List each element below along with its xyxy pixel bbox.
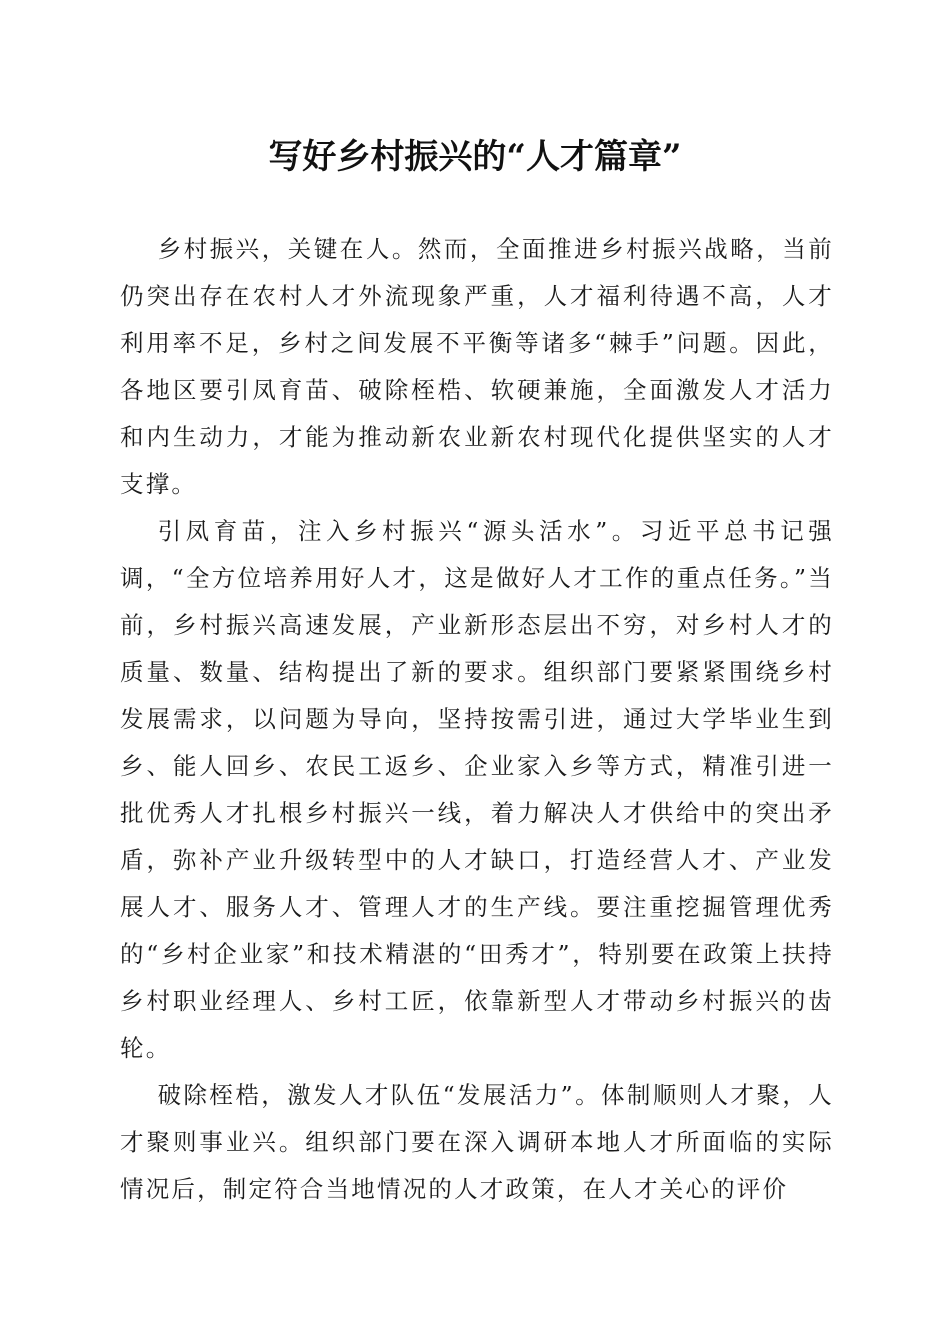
document-body	[120, 226, 834, 1213]
document-title: 写好乡村振兴的“人才篇章”	[268, 137, 682, 177]
paragraph-break-shackles: 破除桎梏，激发人才队伍“发展活力”。体制顺则人才聚，人才聚则事业兴。组织部门要在深入调研本地人才所面临的实际情况后，制定符合当地情况的人才政策，在人才关心的评价	[120, 1081, 834, 1203]
paragraph-attract-talent: 引凤育苗，注入乡村振兴“源头活水”。习近平总书记强调，“全方位培养用好人才，这是做好人才工作的重点任务。”当前，乡村振兴高速发展，产业新形态层出不穷，对乡村人才的质量、数量、结构提出了新的要求。组织部门要紧紧围绕乡村发展需求，以问题为导向，坚持按需引进，通过大学毕业生到乡、能人回乡、农民工返乡、企业家入乡等方式，精准引进一批优秀人才扎根乡村振兴一线，着力解决人才供给中的突出矛盾，弥补产业升级转型中的人才缺口，打造经营人才、产业发展人才、服务人才、管理人才的生产线。要注重挖掘管理优秀的“乡村企业家”和技术精湛的“田秀才”，特别要在政策上扶持乡村职业经理人、乡村工匠，依靠新型人才带动乡村振兴的齿轮。	[120, 517, 834, 1062]
paragraph-intro: 乡村振兴，关键在人。然而，全面推进乡村振兴战略，当前仍突出存在农村人才外流现象严重，人才福利待遇不高，人才利用率不足，乡村之间发展不平衡等诸多“棘手”问题。因此，各地区要引凤育苗、破除桎梏、软硬兼施，全面激发人才活力和内生动力，才能为推动新农业新农村现代化提供坚实的人才支撑。	[120, 235, 834, 498]
